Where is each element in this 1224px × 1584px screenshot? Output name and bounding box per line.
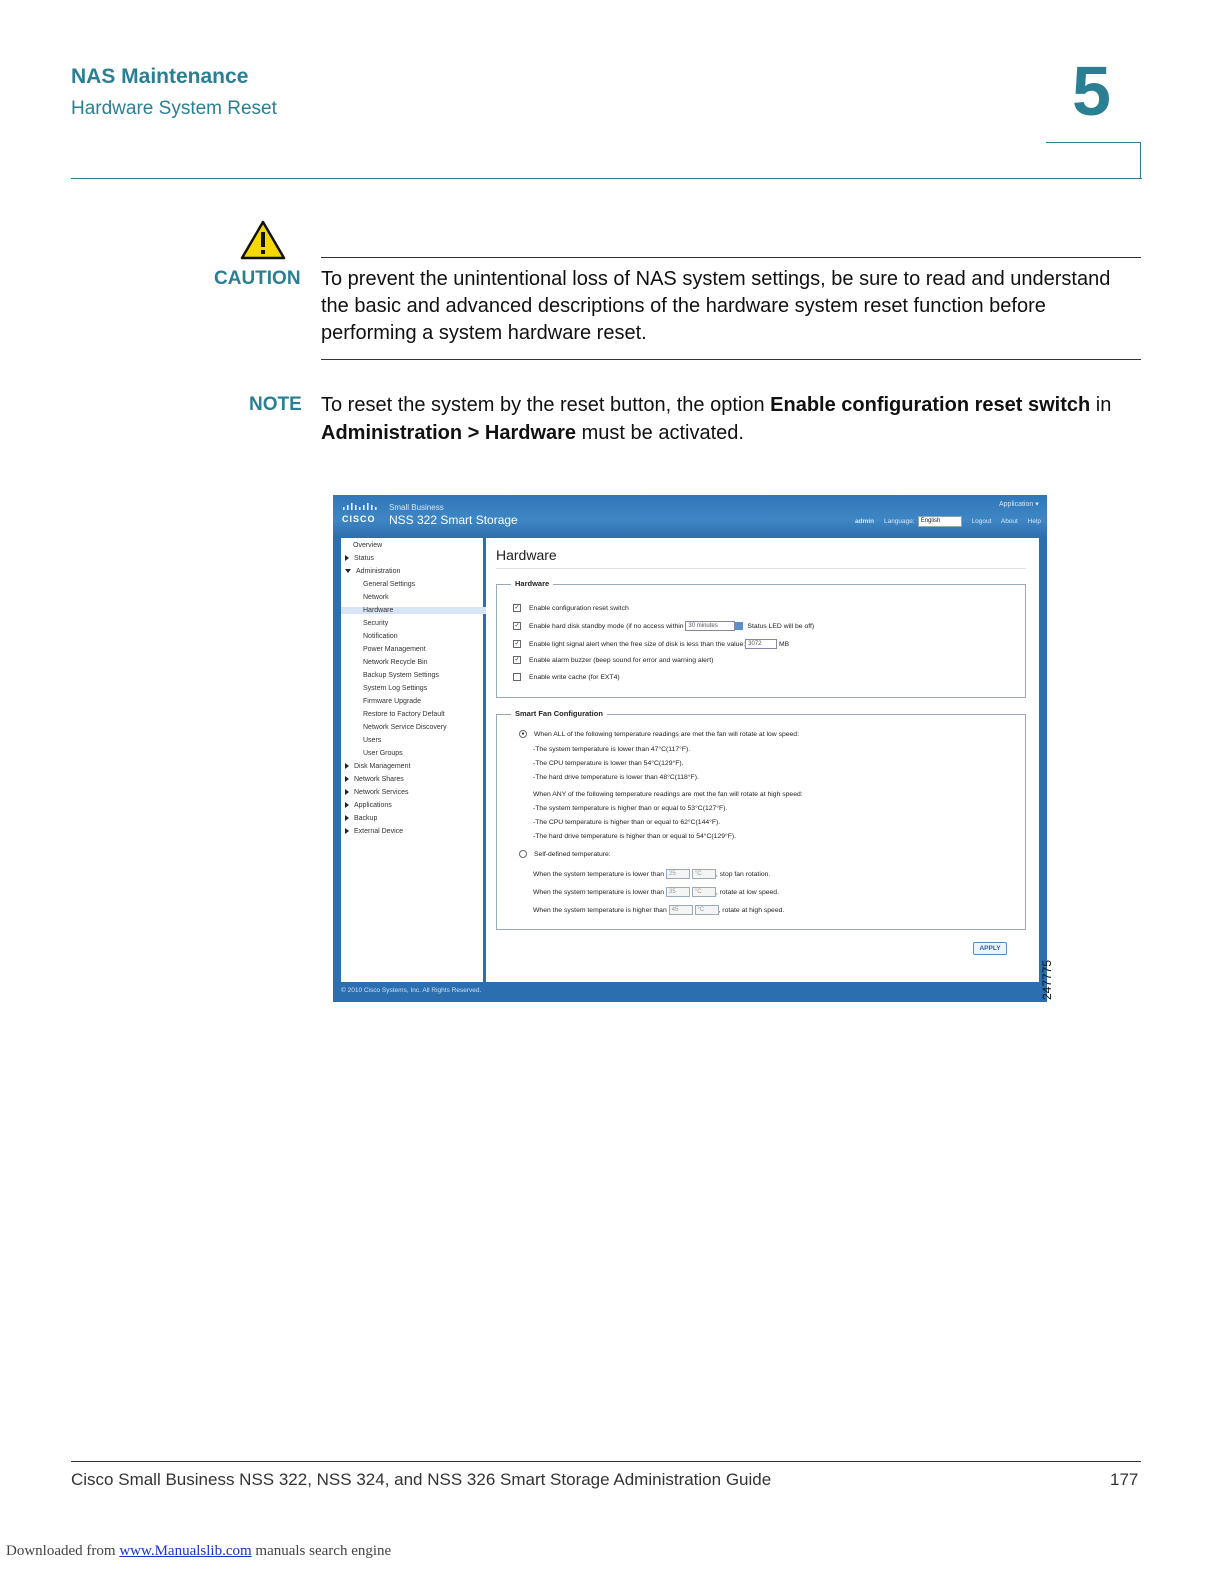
chapter-number: 5 bbox=[1072, 52, 1111, 130]
sidebar-item-label: Network Services bbox=[354, 789, 409, 796]
sidebar-item-network-service-discovery[interactable] bbox=[341, 724, 447, 731]
sidebar-item-firmware-upgrade[interactable] bbox=[341, 698, 421, 705]
fan-high-unit-select[interactable]: °C bbox=[695, 905, 719, 915]
smart-fan-legend: Smart Fan Configuration bbox=[511, 709, 607, 718]
write-cache-label: Enable write cache (for EXT4) bbox=[529, 673, 620, 681]
fan-low-temp-select[interactable]: 35 bbox=[666, 887, 690, 897]
fan-self-stop-row bbox=[533, 869, 770, 879]
sidebar-item-label: Firmware Upgrade bbox=[363, 698, 421, 705]
note-text bbox=[321, 391, 1141, 447]
sidebar-item-label: Network Service Discovery bbox=[363, 724, 447, 731]
sidebar-item-power-management[interactable] bbox=[341, 646, 426, 653]
note-text-part: To reset the system by the reset button, the option bbox=[321, 394, 771, 416]
hardware-legend: Hardware bbox=[511, 579, 553, 588]
chevron-right-icon bbox=[345, 802, 349, 808]
standby-post-label: Status LED will be off) bbox=[747, 622, 815, 630]
sidebar-item-overview[interactable] bbox=[341, 542, 382, 549]
chapter-title: NAS Maintenance bbox=[71, 65, 249, 88]
chevron-down-icon[interactable] bbox=[735, 622, 743, 630]
sidebar-item-backup-system-settings[interactable] bbox=[341, 672, 439, 679]
light-alert-checkbox[interactable]: ✓ bbox=[514, 641, 520, 647]
title-underline bbox=[496, 568, 1026, 569]
fan-self-high-row bbox=[533, 905, 784, 915]
buzzer-label: Enable alarm buzzer (beep sound for error and warning alert) bbox=[529, 656, 714, 664]
apply-button[interactable]: APPLY bbox=[973, 942, 1007, 955]
note-bold-option: Enable configuration reset switch bbox=[770, 394, 1091, 416]
cisco-wordmark: CISCO bbox=[342, 514, 376, 524]
fan-all-item: -The system temperature is lower than 47°C(117°F). bbox=[533, 746, 691, 753]
write-cache-checkbox[interactable] bbox=[513, 673, 521, 681]
sidebar-item-network-recycle-bin[interactable] bbox=[341, 659, 428, 666]
chevron-right-icon bbox=[345, 789, 349, 795]
write-cache-row bbox=[513, 673, 620, 681]
sidebar-item-label: Network Recycle Bin bbox=[363, 659, 428, 666]
chevron-right-icon bbox=[345, 555, 349, 561]
buzzer-checkbox[interactable]: ✓ bbox=[514, 657, 520, 663]
fan-self-high-label: When the system temperature is higher than bbox=[533, 906, 667, 914]
chevron-right-icon bbox=[345, 828, 349, 834]
sidebar-item-label: Hardware bbox=[363, 607, 394, 614]
buzzer-row bbox=[513, 656, 713, 664]
sidebar-item-hardware[interactable] bbox=[341, 607, 505, 614]
reset-switch-checkbox[interactable]: ✓ bbox=[514, 605, 520, 611]
sidebar-item-label: Power Management bbox=[363, 646, 426, 653]
page-title: Hardware bbox=[496, 547, 557, 563]
sidebar-item-restore-to-factory-default[interactable] bbox=[341, 711, 445, 718]
page-number: 177 bbox=[1110, 1470, 1139, 1489]
sidebar-item-network-shares[interactable] bbox=[341, 776, 404, 783]
note-bold-path: Administration > Hardware bbox=[321, 422, 577, 444]
fan-self-stop-post: , stop fan rotation. bbox=[715, 870, 771, 878]
sidebar-item-label: Overview bbox=[353, 542, 383, 549]
help-link[interactable]: Help bbox=[1027, 518, 1042, 526]
application-menu[interactable]: Application ▾ bbox=[999, 501, 1039, 508]
logout-link[interactable]: Logout bbox=[971, 518, 992, 526]
note-text-part: must be activated. bbox=[576, 422, 744, 444]
section-title: Hardware System Reset bbox=[71, 98, 277, 119]
sidebar-item-label: Network bbox=[363, 594, 389, 601]
manualslib-link[interactable]: www.Manualslib.com bbox=[119, 1543, 252, 1559]
caution-label: CAUTION bbox=[214, 268, 301, 289]
language-label: Language: bbox=[883, 518, 915, 526]
sidebar-item-disk-management[interactable] bbox=[341, 763, 410, 770]
chevron-down-icon bbox=[345, 569, 351, 573]
download-prefix: Downloaded from bbox=[6, 1543, 120, 1559]
fan-any-item: -The system temperature is higher than or equal to 53°C(127°F). bbox=[533, 805, 728, 812]
figure-id: 247775 bbox=[1040, 959, 1054, 1000]
chevron-right-icon bbox=[345, 815, 349, 821]
chapter-number-frame bbox=[1046, 142, 1141, 178]
fan-self-stop-label: When the system temperature is lower than bbox=[533, 870, 665, 878]
sidebar-item-label: Administration bbox=[356, 568, 401, 575]
hardware-fieldset bbox=[496, 579, 1026, 698]
header-divider bbox=[71, 178, 1142, 179]
sidebar-item-label: External Device bbox=[354, 828, 404, 835]
fan-all-item: -The hard drive temperature is lower than 48°C(118°F). bbox=[533, 774, 699, 781]
fan-self-radio[interactable] bbox=[519, 850, 527, 858]
note-text-part: in bbox=[1090, 394, 1112, 416]
sidebar-item-security[interactable] bbox=[341, 620, 388, 627]
caution-rule-top bbox=[321, 257, 1141, 258]
fan-self-label: Self-defined temperature: bbox=[534, 850, 611, 858]
standby-select[interactable]: 30 minutes bbox=[685, 621, 735, 631]
chevron-right-icon bbox=[345, 776, 349, 782]
sidebar-item-notification[interactable] bbox=[341, 633, 398, 640]
sidebar-item-label: System Log Settings bbox=[363, 685, 428, 692]
note-label: NOTE bbox=[249, 394, 302, 415]
sidebar-item-label: Disk Management bbox=[354, 763, 411, 770]
sidebar-item-network[interactable] bbox=[341, 594, 389, 601]
fan-high-temp-select[interactable]: 45 bbox=[669, 905, 693, 915]
fan-any-label: When ANY of the following temperature readings are met the fan will rotate at high speed: bbox=[533, 791, 803, 798]
light-alert-row bbox=[513, 639, 789, 649]
caution-rule-bottom bbox=[321, 359, 1141, 360]
sidebar-item-users[interactable] bbox=[341, 737, 381, 744]
fan-stop-unit-select[interactable]: °C bbox=[692, 869, 716, 879]
warning-icon bbox=[240, 220, 286, 260]
header-links bbox=[855, 516, 1047, 527]
sidebar-item-backup[interactable] bbox=[341, 815, 377, 822]
fan-all-radio[interactable]: ● bbox=[519, 730, 527, 738]
standby-label: Enable hard disk standby mode (if no access within bbox=[529, 622, 684, 630]
sidebar-item-label: Restore to Factory Default bbox=[363, 711, 445, 718]
sidebar-item-label: General Settings bbox=[363, 581, 416, 588]
sidebar-item-applications[interactable] bbox=[341, 802, 392, 809]
sidebar-item-user-groups[interactable] bbox=[341, 750, 403, 757]
fan-self-row bbox=[519, 850, 611, 858]
standby-row bbox=[513, 621, 814, 631]
sidebar-item-label: Notification bbox=[363, 633, 398, 640]
cisco-logo-icon bbox=[342, 502, 380, 512]
sidebar-item-label: Backup bbox=[354, 815, 378, 822]
download-suffix: manuals search engine bbox=[251, 1543, 392, 1559]
fan-self-high-post: , rotate at high speed. bbox=[718, 906, 785, 914]
sidebar-item-network-services[interactable] bbox=[341, 789, 408, 796]
fan-all-row bbox=[519, 730, 799, 738]
hardware-screenshot bbox=[333, 495, 1047, 1002]
download-line bbox=[6, 1543, 391, 1560]
reset-switch-row bbox=[513, 604, 629, 612]
light-alert-input[interactable]: 3072 bbox=[745, 639, 777, 649]
fan-low-unit-select[interactable]: °C bbox=[692, 887, 716, 897]
user-name: admin bbox=[855, 518, 875, 526]
fan-self-low-post: , rotate at low speed. bbox=[715, 888, 779, 896]
light-alert-unit: MB bbox=[779, 640, 790, 648]
product-name: NSS 322 Smart Storage bbox=[389, 513, 518, 527]
sidebar-item-label: Users bbox=[363, 737, 382, 744]
sidebar-item-label: Status bbox=[354, 555, 374, 562]
footer-divider bbox=[71, 1461, 1141, 1462]
chevron-right-icon bbox=[345, 763, 349, 769]
fan-all-label: When ALL of the following temperature readings are met the fan will rotate at low speed: bbox=[534, 730, 799, 738]
small-business-label: Small Business bbox=[389, 503, 444, 512]
sidebar-item-administration[interactable] bbox=[341, 568, 400, 575]
sidebar-item-system-log-settings[interactable] bbox=[341, 685, 427, 692]
screenshot-copyright: © 2010 Cisco Systems, Inc. All Rights Reserved. bbox=[341, 987, 482, 994]
sidebar-item-external-device[interactable] bbox=[341, 828, 403, 835]
caution-text: To prevent the unintentional loss of NAS system settings, be sure to read and understand the basic and advanced descriptions of the hardware system reset function before performing a system hardware reset. bbox=[321, 268, 1111, 344]
sidebar-nav bbox=[341, 538, 483, 982]
fan-stop-temp-select[interactable]: 25 bbox=[666, 869, 690, 879]
standby-checkbox[interactable]: ✓ bbox=[514, 623, 520, 629]
fan-self-low-label: When the system temperature is lower than bbox=[533, 888, 665, 896]
reset-switch-label: Enable configuration reset switch bbox=[529, 604, 629, 612]
main-panel bbox=[486, 538, 1039, 982]
sidebar-item-status[interactable] bbox=[341, 555, 374, 562]
guide-title: Cisco Small Business NSS 322, NSS 324, and NSS 326 Smart Storage Administration Guide bbox=[71, 1470, 772, 1489]
fan-any-item: -The CPU temperature is higher than or equal to 62°C(144°F). bbox=[533, 819, 721, 826]
sidebar-item-general-settings[interactable] bbox=[341, 581, 415, 588]
fan-self-low-row bbox=[533, 887, 779, 897]
sidebar-item-label: Backup System Settings bbox=[363, 672, 439, 679]
about-link[interactable]: About bbox=[1000, 518, 1018, 526]
sidebar-item-label: Network Shares bbox=[354, 776, 404, 783]
sidebar-item-label: Security bbox=[363, 620, 389, 627]
sidebar-item-label: Applications bbox=[354, 802, 392, 809]
smart-fan-fieldset bbox=[496, 709, 1026, 930]
fan-any-item: -The hard drive temperature is higher than or equal to 54°C(129°F). bbox=[533, 833, 737, 840]
sidebar-item-label: User Groups bbox=[363, 750, 403, 757]
language-select[interactable]: English bbox=[918, 516, 962, 527]
fan-all-item: -The CPU temperature is lower than 54°C(129°F). bbox=[533, 760, 684, 767]
light-alert-label: Enable light signal alert when the free size of disk is less than the value: bbox=[529, 640, 746, 648]
